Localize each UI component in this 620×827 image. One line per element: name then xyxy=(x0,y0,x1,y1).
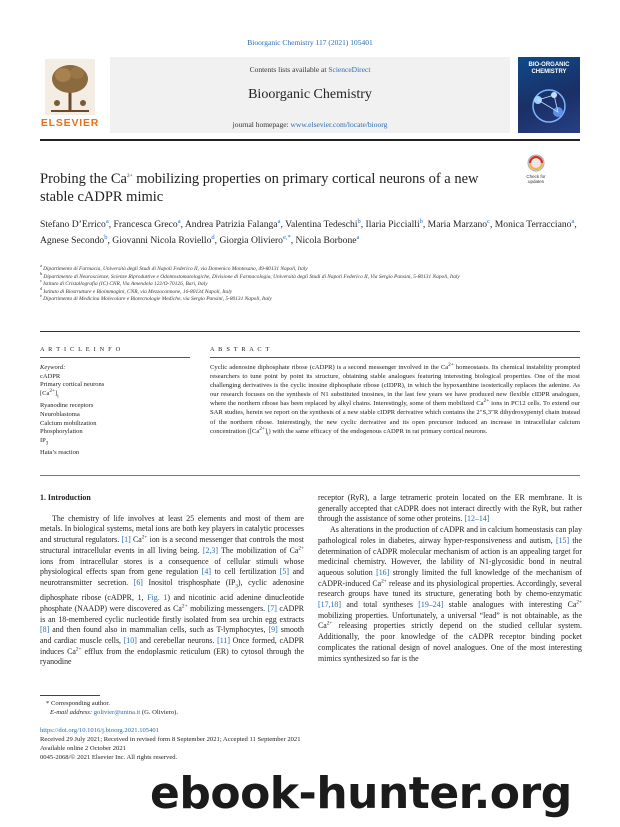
copyright-line: 0045-2068/© 2021 Elsevier Inc. All rights reserved. xyxy=(40,754,178,761)
author[interactable] xyxy=(296,235,360,246)
doi-link[interactable]: https://doi.org/10.1016/j.bioorg.2021.105401 xyxy=(40,727,159,734)
keyword-item: cADPR xyxy=(40,372,61,380)
intro-paragraph-3: As alterations in the production of cADPR and in calcium homeostasis can play pathological roles in diabetes, airway hyper-responsiveness and autism, [15] the determination of cADPR molecular mechanism of action is an appealing target for medicinal chemistry. However, the lability of N1-glycosidic bond in neutral aqueous solution [16] strongly limited the full knowledge of the mechanism of cADPR-induced $Ca^{2+}$ release and its physiological properties. Accordingly, several research groups have tuned its structure, generating both by chemo-enzymatic [17,18] and total syntheses [19–24] stable analogues with interesting $Ca^{2+}$ mobilizing properties. Unfortunately, a universal “lead” is not obtainable, as the $Ca^{2+}$ releasing properties strictly depend on the studied cellular system. Additionally, the poor knowledge of the cADPR receptor binding pocket complicates the rational design of novel analogues. One of the most interesting mimics synthesized so far is the xyxy=(318,525,583,663)
author-affiliation-mark[interactable]: b xyxy=(104,233,108,241)
homepage-prefix: journal homepage: xyxy=(232,120,291,129)
author-affiliation-mark[interactable]: a xyxy=(571,217,575,225)
watermark-banner xyxy=(0,762,620,827)
affiliation-mark: c xyxy=(40,278,44,284)
email-suffix: (G. Oliviero). xyxy=(140,709,178,716)
journal-citation[interactable]: Bioorganic Chemistry 117 (2021) 105401 xyxy=(247,38,373,47)
author-name: Nicola Borbone xyxy=(295,235,357,246)
available-online: Available online 2 October 2021 xyxy=(40,745,126,752)
intro-paragraph-1: The chemistry of life involves at least 25 elements and most of them are metals. In biological systems, metal ions are both key players in catalytic processes and structural regulators. [1] $Ca^{2+}$ ion is a second messenger that controls the most structural intracellular events in all living being. [2,3] The mobilization of $Ca^{2+}$ ions from intracellular stores is a consequence of cellular stimuli whose physiological effects span from gene regulation [4] to cell fertilization [5] and neurotransmitter secretion. [6] Inositol trisphosphate $(IP_3)$, cyclic adenosine diphosphate ribose (cADPR, 1, Fig. 1) and nicotinic acid adenine dinucleotide phosphate (NAADP) were discovered as $Ca^{2+}$ mobilizing messengers. [7] cADPR is an 18-membered cyclic nucleotide firstly isolated from sea urchin egg extracts [8] and then found also in mammalian cells, such as T-lymphocytes, [9] smooth and cardiac muscle cells, [10] and cerebellar neurons. [11] Once formed, cADPR induces $Ca^{2+}$ efflux from the endoplasmic reticulum (ER) to cytosol through the ryanodine xyxy=(40,513,305,667)
email-label: E-mail address: xyxy=(50,709,94,716)
keyword-item: Ryanodine receptors xyxy=(40,402,94,410)
footnote-rule xyxy=(40,695,100,696)
header-divider xyxy=(40,139,580,141)
author-affiliation-mark[interactable]: b xyxy=(419,217,423,225)
author-name: Agnese Secondo xyxy=(40,235,105,246)
cover-title: BIO-ORGANIC CHEMISTRY xyxy=(528,62,570,75)
author-name: Giorgia Oliviero xyxy=(219,235,283,246)
received-dates: Received 29 July 2021; Received in revised form 8 September 2021; Accepted 11 September 2021 xyxy=(40,736,301,743)
article-meta xyxy=(40,726,580,762)
keyword-item: Primary cortical neurons xyxy=(40,381,105,389)
author-name: Andrea Patrizia Falanga xyxy=(184,219,278,230)
footnote xyxy=(40,699,304,717)
affiliation-mark: a xyxy=(40,263,44,269)
affiliation-mark: d xyxy=(40,285,44,291)
affiliation-text: Dipartimento di Neuroscienze, Scienze Riproduttive e Odontostomatologiche, Divisione di Farmacologia, Università degli Studi di Napoli Federico II, Via Sergio Pansini, 5-80131 Napoli, Italy xyxy=(43,273,460,280)
keyword-item: $[Ca^{2+}]_i$ xyxy=(40,387,59,400)
affiliation-mark: b xyxy=(40,270,44,276)
keyword-item: Hata’s reaction xyxy=(40,448,80,456)
author-name: Ilaria Piccialli xyxy=(365,219,420,230)
author[interactable] xyxy=(285,219,361,230)
body-left-column xyxy=(40,493,304,668)
author-affiliation-mark[interactable]: e,* xyxy=(282,233,291,241)
keyword-item: Calcium mobilization xyxy=(40,419,97,427)
journal-cover-image xyxy=(518,57,580,133)
keyword-item: Neuroblastoma xyxy=(40,410,80,418)
contents-prefix: Contents lists available at xyxy=(249,65,329,74)
affiliations-divider xyxy=(40,331,580,332)
affiliations xyxy=(40,263,580,304)
homepage-line xyxy=(110,120,510,129)
journal-name: Bioorganic Chemistry xyxy=(248,87,372,102)
title-part2: mobilizing properties on primary cortical neurons of a new stable cADPR mimic xyxy=(40,171,479,205)
affiliation-item xyxy=(40,270,580,282)
author[interactable] xyxy=(112,235,214,246)
author-affiliation-mark[interactable]: a xyxy=(177,217,181,225)
affiliation-text: Dipartimento di Farmacia, Università degli Studi di Napoli Federico II, via Domenico Montesano, 49-80131 Napoli, Italy xyxy=(43,266,308,272)
publisher-name: ELSEVIER xyxy=(40,117,100,129)
author[interactable] xyxy=(40,235,107,246)
author[interactable] xyxy=(428,219,490,230)
check-updates-label: Check for updates xyxy=(526,174,546,184)
keywords-block xyxy=(40,364,190,458)
cover-molecule-icon xyxy=(524,85,574,127)
watermark-text: ebook-hunter.org xyxy=(150,768,572,819)
homepage-link[interactable]: www.elsevier.com/locate/bioorg xyxy=(290,120,388,129)
author-affiliation-mark[interactable]: a xyxy=(105,217,109,225)
author[interactable] xyxy=(185,219,281,230)
author[interactable] xyxy=(495,219,575,230)
author-name: Giovanni Nicola Roviello xyxy=(112,235,212,246)
affiliation-item xyxy=(40,263,580,274)
body-right-column xyxy=(318,493,582,664)
author-name: Francesca Greco xyxy=(113,219,178,230)
author-affiliation-mark[interactable]: d xyxy=(211,233,215,241)
title-part1: Probing the Ca xyxy=(40,171,127,187)
author-list: Stefano D’Errico$^a$, Francesca Greco$^a$, Andrea Patrizia Falanga$^a$, Valentina Tedeschi$^b$, Ilaria Piccialli$^b$, Maria Marzano$^c$, Monica Terracciano$^a$, Agnese Secondo$^b$, Giovanni Nicola Roviello$^d$, Giorgia Oliviero$^{e,*}$, Nicola Borbone$^a$ xyxy=(40,217,577,246)
section-title-introduction: 1. Introduction xyxy=(40,493,91,502)
abstract-divider xyxy=(40,475,580,476)
abstract-rule xyxy=(210,357,580,358)
email-link[interactable]: golivier@unina.it xyxy=(93,709,141,716)
check-for-updates-button[interactable] xyxy=(518,153,554,185)
contents-line xyxy=(110,65,510,74)
author-affiliation-mark[interactable]: a xyxy=(356,233,360,241)
affiliation-item xyxy=(40,278,580,289)
article-title xyxy=(40,170,500,206)
affiliation-text: Istituto di Biostrutture e Bioimmagini, CNR, via Mezzocannone, 16-80134 Napoli, Italy xyxy=(43,288,233,295)
article-info-heading: A R T I C L E I N F O xyxy=(40,346,122,353)
author[interactable] xyxy=(219,235,290,246)
abstract-heading: A B S T R A C T xyxy=(210,346,271,353)
author[interactable] xyxy=(114,219,181,230)
keywords-label: Keyword: xyxy=(40,364,66,371)
keyword-item: $IP_3$ xyxy=(40,436,49,447)
affiliation-item xyxy=(40,293,580,304)
author-affiliation-mark[interactable]: c xyxy=(487,217,490,225)
author-name: Valentina Tedeschi xyxy=(285,219,358,230)
author-affiliation-mark[interactable]: a xyxy=(277,217,281,225)
author-name: Monica Terracciano xyxy=(494,219,572,230)
elsevier-tree-icon xyxy=(45,59,95,115)
author-affiliation-mark[interactable]: b xyxy=(357,217,361,225)
affiliation-text: Dipartimento di Medicina Molecolare e Biotecnologie Mediche, via Sergio Pansini, 5-80131 Napoli, Italy xyxy=(43,296,272,302)
affiliation-item xyxy=(40,285,580,297)
affiliation-text: Istituto di Cristallografia (IC) CNR, Via Amendola 122/O-70126, Bari, Italy xyxy=(43,281,208,287)
keyword-item: Phosphorylation xyxy=(40,428,83,436)
article-info-rule xyxy=(40,357,190,358)
affiliation-mark: e xyxy=(40,293,44,299)
abstract-text: Cyclic adenosine diphosphate ribose (cADPR) is a second messenger involved in the $Ca^{2+}$ homeostasis. Its chemical instability prompted researchers to tune point by point its structure, obtaining stable analogues featuring interesting biological properties. One of the most challenging derivatives is the cyclic inosine diphosphate ribose (cIDPR), in which the hypoxanthine isosterically replaces the adenine. As our research focuses on the synthesis of N1 substituted inosines, in the last few years we have produced new flexible cIDPR analogues, where the northern ribose has been replaced by alkyl chains. Interestingly, some of them mobilized $Ca^{2+}$ ions in PC12 cells. To extend our SAR studies, herein we report on the synthesis of a new stable cIDPR derivative which contains the 2″S,3″R dihydroxypentyl chain instead of the northern ribose. Interestingly, the new cyclic derivative and its open precursor induced an increase in intracellular calcium concentration $([Ca^{2+}]_i)$ with the same efficacy of the endogenous cADPR in rat primary cortical neurons. xyxy=(210,361,581,437)
journal-masthead xyxy=(110,57,510,133)
author[interactable] xyxy=(40,219,109,230)
title-sup: 2+ xyxy=(127,173,133,180)
author[interactable] xyxy=(366,219,423,230)
corresponding-author-note: * Corresponding author. xyxy=(46,700,110,707)
email-line xyxy=(40,708,304,717)
sciencedirect-link[interactable]: ScienceDirect xyxy=(328,65,371,74)
author-name: Stefano D’Errico xyxy=(40,219,106,230)
elsevier-logo xyxy=(40,57,100,133)
intro-paragraph-2: receptor (RyR), a large tetrameric protein located on the ER membrane. It is generally accepted that cADPR does not interact directly with the RyR, but rather through the assistance of some other proteins. [12–14] xyxy=(318,493,582,524)
author-name: Maria Marzano xyxy=(427,219,488,230)
